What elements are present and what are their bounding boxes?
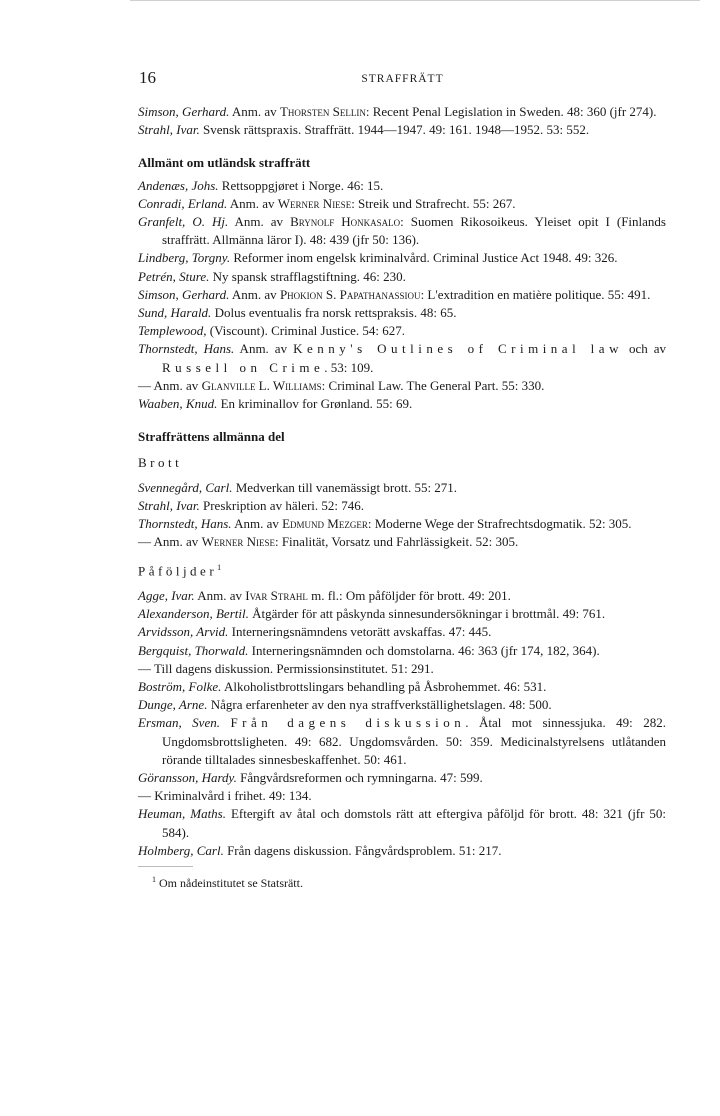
page-header xyxy=(139,68,666,94)
entry-text: Fångvårdsreformen och rymningarna. 47: 599. xyxy=(236,770,483,786)
bibliography-entry xyxy=(138,340,666,376)
entry-text: m. fl.: Om påföljder för brott. 49: 201. xyxy=(307,588,511,603)
entry-text: Alkoholistbrottslingars behandling på Åsbrohemmet. 46: 531. xyxy=(221,679,547,695)
bibliography-entry xyxy=(138,787,666,805)
entry-text: Svensk rättspraxis. Straffrätt. 1944—1947. 49: 161. 1948—1952. 53: 552. xyxy=(199,122,590,138)
entry-text: Rettsoppgjøret i Norge. 46: 15. xyxy=(218,177,384,193)
entry-text: Ny spansk strafflagstiftning. 46: 230. xyxy=(209,268,406,284)
cited-author: Werner Niese xyxy=(277,195,352,211)
footnote-ref: 1 xyxy=(217,563,222,573)
entry-text: Interneringsnämnden och domstolarna. 46: 363 (jfr 174, 182, 364). xyxy=(248,642,600,658)
entry-author: Heuman, Maths. xyxy=(138,806,226,822)
entry-text: : Moderne Wege der Strafrechtsdogmatik. 52: 305. xyxy=(367,516,632,532)
entry-text: Anm. av xyxy=(194,588,246,603)
footnote-rule xyxy=(138,866,193,867)
entry-text: Eftergift av åtal och domstols rätt att eftergiva påföljd för brott. 48: 321 (jfr 50: 584). xyxy=(162,806,667,840)
entry-author: Arvidsson, Arvid. xyxy=(138,624,229,640)
entry-text: Medverkan till vanemässigt brott. 55: 271. xyxy=(232,479,458,495)
bibliography-entry xyxy=(138,121,666,139)
running-title: STRAFFRÄTT xyxy=(361,73,444,85)
bibliography-entry xyxy=(138,605,666,623)
entry-text xyxy=(220,715,230,730)
entry-author: Ersman, Sven. xyxy=(138,715,220,731)
bibliography-entry xyxy=(138,177,666,195)
entry-author: Agge, Ivar. xyxy=(138,588,195,603)
cited-author: Thorsten Sellin xyxy=(279,104,366,119)
entry-text: Anm. av xyxy=(229,104,280,119)
entry-text: Anm. av xyxy=(229,286,280,302)
entry-text: — Till dagens diskussion. Permissionsinstitutet. 51: 291. xyxy=(138,660,434,676)
bibliography-entry xyxy=(138,660,666,678)
entries-sanctions xyxy=(138,587,666,860)
entry-text: — Anm. av xyxy=(138,534,202,550)
entry-author: Simson, Gerhard. xyxy=(138,104,230,119)
entry-text: Åtgärder för att påskynda sinnesundersökningar i brottmål. 49: 761. xyxy=(248,606,606,622)
footnote-text: Om nådeinstitutet se Statsrätt. xyxy=(159,876,303,891)
cited-author: Ivar Strahl xyxy=(245,588,308,603)
entry-text: Reformer inom engelsk kriminalvård. Criminal Justice Act 1948. 49: 326. xyxy=(230,250,618,266)
entry-text: : L'extradition en matière politique. 55: 491. xyxy=(420,286,651,302)
entry-text: — Kriminalvård i frihet. 49: 134. xyxy=(138,788,312,804)
cited-author: Edmund Mezger xyxy=(282,516,368,532)
entry-text: Anm. av xyxy=(227,195,278,211)
bibliography-entry xyxy=(138,515,666,533)
bibliography-entry xyxy=(138,322,666,340)
entry-text: Anm. av xyxy=(231,516,283,532)
entry-text: Anm. av xyxy=(228,214,291,230)
entry-text: och av xyxy=(622,341,666,357)
entry-text: . Åtal mot sinnessjuka. 49: 282. Ungdomsbrottsligheten. 49: 682. Ungdomsvården. 50: 359. Medicinalstyrelsens utlåtanden rörande tilltalades sinnesbeskaffenhet. 50: 461. xyxy=(162,715,666,767)
bibliography-entry xyxy=(138,696,666,714)
entry-author: Granfelt, O. Hj. xyxy=(138,214,229,230)
bibliography-entry xyxy=(138,805,666,841)
entry-text: : Finalität, Vorsatz und Fahrlässigkeit. 52: 305. xyxy=(274,534,519,550)
footnote xyxy=(138,871,666,892)
section-heading-general: Straffrättens allmänna del xyxy=(138,429,285,445)
bibliography-entry xyxy=(138,304,666,322)
entries-crime xyxy=(138,479,666,552)
main-content xyxy=(138,103,666,892)
entries-top xyxy=(138,103,666,139)
bibliography-entry xyxy=(138,268,666,286)
entry-text: : Criminal Law. The General Part. 55: 330. xyxy=(321,377,545,393)
bibliography-entry xyxy=(138,395,666,413)
entry-author: Thornstedt, Hans. xyxy=(138,516,232,532)
subheading-sanctions: Påföljder$^1$ xyxy=(138,563,222,579)
entry-text: En kriminallov for Grønland. 55: 69. xyxy=(217,396,413,412)
page-number: 16 xyxy=(139,68,156,87)
bibliography-entry xyxy=(138,103,666,121)
entries-foreign xyxy=(138,177,666,414)
bibliography-entry xyxy=(138,497,666,515)
bibliography-entry xyxy=(138,623,666,641)
entry-author: Alexanderson, Bertil. xyxy=(138,606,249,622)
bibliography-entry xyxy=(138,842,666,860)
bibliography-entry xyxy=(138,769,666,787)
entry-text: Några erfarenheter av den nya straffverkställighetslagen. 48: 500. xyxy=(207,697,552,713)
entry-author: Strahl, Ivar. xyxy=(138,497,200,513)
bibliography-entry xyxy=(138,195,666,213)
section-heading-foreign: Allmänt om utländsk straffrätt xyxy=(138,155,311,171)
entry-author: Petrén, Sture. xyxy=(138,268,210,284)
entry-author: Bergquist, Thorwald. xyxy=(138,642,249,658)
entry-text: : Streik und Strafrecht. 55: 267. xyxy=(351,195,516,211)
entry-author: Conradi, Erland. xyxy=(138,195,228,211)
spaced-title: Russell on Crime xyxy=(162,359,325,375)
entry-author: Templewood, xyxy=(138,323,207,339)
entry-author: Lindberg, Torgny. xyxy=(138,250,231,266)
entry-text: — Anm. av xyxy=(138,377,202,393)
entry-author: Göransson, Hardy. xyxy=(138,770,237,786)
bibliography-entry xyxy=(138,642,666,660)
entry-author: Svennegård, Carl. xyxy=(138,479,233,495)
bibliography-entry xyxy=(138,377,666,395)
entry-text: (Viscount). Criminal Justice. 54: 627. xyxy=(206,323,406,339)
entry-text: Dolus eventualis fra norsk rettspraksis. 48: 65. xyxy=(211,305,457,321)
entry-author: Thornstedt, Hans. xyxy=(138,341,235,357)
subheading-crime: Brott xyxy=(138,455,183,471)
cited-author: Glanville L. Williams xyxy=(201,377,322,393)
entry-text: : Recent Penal Legislation in Sweden. 48: 360 (jfr 274). xyxy=(365,104,657,119)
entry-author: Boström, Folke. xyxy=(138,679,222,695)
spaced-title: Kenny's Outlines of Criminal law xyxy=(293,341,623,357)
bibliography-entry xyxy=(138,714,666,769)
entry-author: Strahl, Ivar. xyxy=(138,122,200,138)
entry-text: Anm. av xyxy=(234,341,294,357)
bibliography-entry xyxy=(138,587,666,605)
entry-text: Interneringsnämndens vetorätt avskaffas. 47: 445. xyxy=(228,624,492,640)
entry-text: . 53: 109. xyxy=(324,359,374,375)
spaced-title: Från dagens diskussion xyxy=(230,715,466,731)
entry-text: : Suomen Rikosoikeus. Yleiset opit I (Finlands straffrätt. Allmänna läror I). 48: 439 (jfr 50: 136). xyxy=(162,214,666,248)
bibliography-entry xyxy=(138,286,666,304)
bibliography-entry xyxy=(138,678,666,696)
cited-author: Phokion S. Papathanassiou xyxy=(279,286,421,302)
cited-author: Brynolf Honkasalo xyxy=(290,214,401,230)
entry-author: Holmberg, Carl. xyxy=(138,842,224,858)
bibliography-entry xyxy=(138,479,666,497)
entry-text: Från dagens diskussion. Fångvårdsproblem. 51: 217. xyxy=(223,842,502,858)
bibliography-entry xyxy=(138,249,666,267)
entry-author: Dunge, Arne. xyxy=(138,697,208,713)
cited-author: Werner Niese xyxy=(201,534,275,550)
entry-author: Andenæs, Johs. xyxy=(138,177,219,193)
bibliography-entry xyxy=(138,213,666,249)
entry-author: Sund, Harald. xyxy=(138,305,212,321)
footnote-mark: 1 xyxy=(152,875,156,885)
entry-author: Simson, Gerhard. xyxy=(138,286,230,302)
entry-author: Waaben, Knud. xyxy=(138,396,218,412)
top-rule xyxy=(130,0,700,1)
entry-text: Preskription av häleri. 52: 746. xyxy=(199,497,365,513)
bibliography-entry xyxy=(138,533,666,551)
